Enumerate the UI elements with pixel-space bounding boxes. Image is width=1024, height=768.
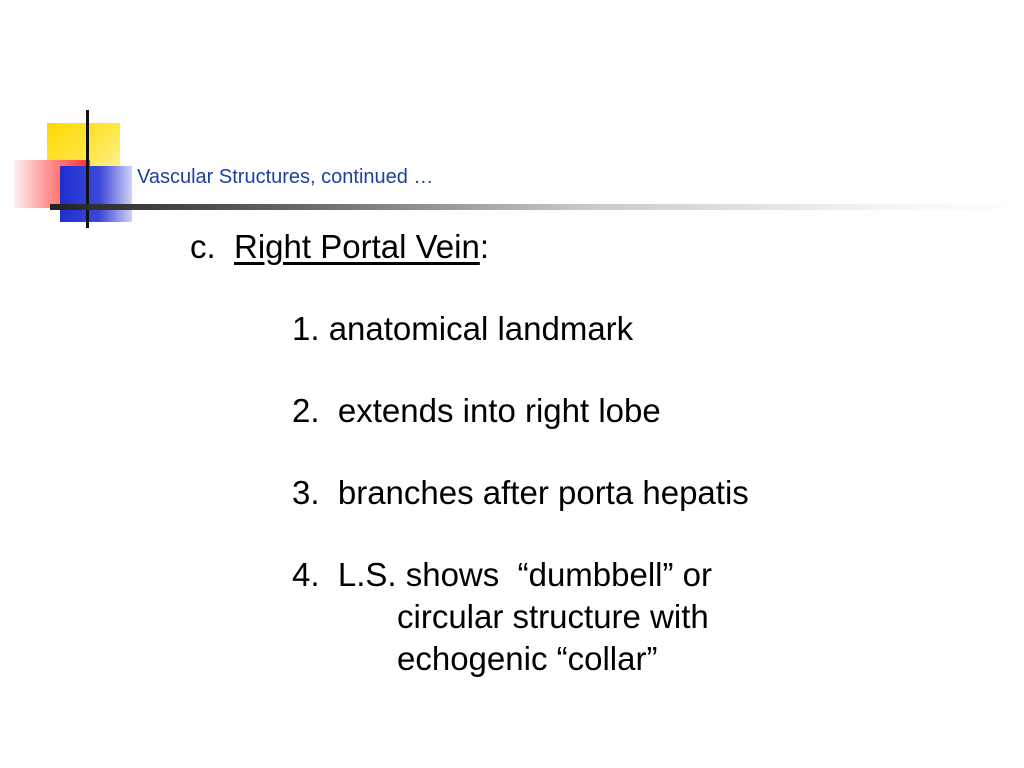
heading-label: Right Portal Vein	[234, 228, 480, 265]
list-item-4	[292, 554, 992, 680]
list-item-4-line-3: echogenic “collar”	[397, 640, 658, 677]
section-heading	[190, 228, 489, 266]
vertical-rule	[86, 110, 89, 228]
heading-suffix: :	[479, 228, 489, 265]
blue-square-decoration	[60, 166, 132, 222]
list-item-4-line-2: circular structure with	[397, 598, 709, 635]
slide-title: Vascular Structures, continued …	[137, 166, 434, 188]
list-item-1: 1. anatomical landmark	[292, 310, 634, 347]
heading-prefix: c.	[190, 228, 235, 265]
list-item-3: 3. branches after porta hepatis	[292, 474, 749, 511]
list-item-2: 2. extends into right lobe	[292, 392, 661, 429]
numbered-list	[292, 308, 992, 680]
horizontal-rule	[50, 204, 1024, 210]
list-item-4-line-1: 4. L.S. shows “dumbbell” or	[292, 556, 713, 593]
